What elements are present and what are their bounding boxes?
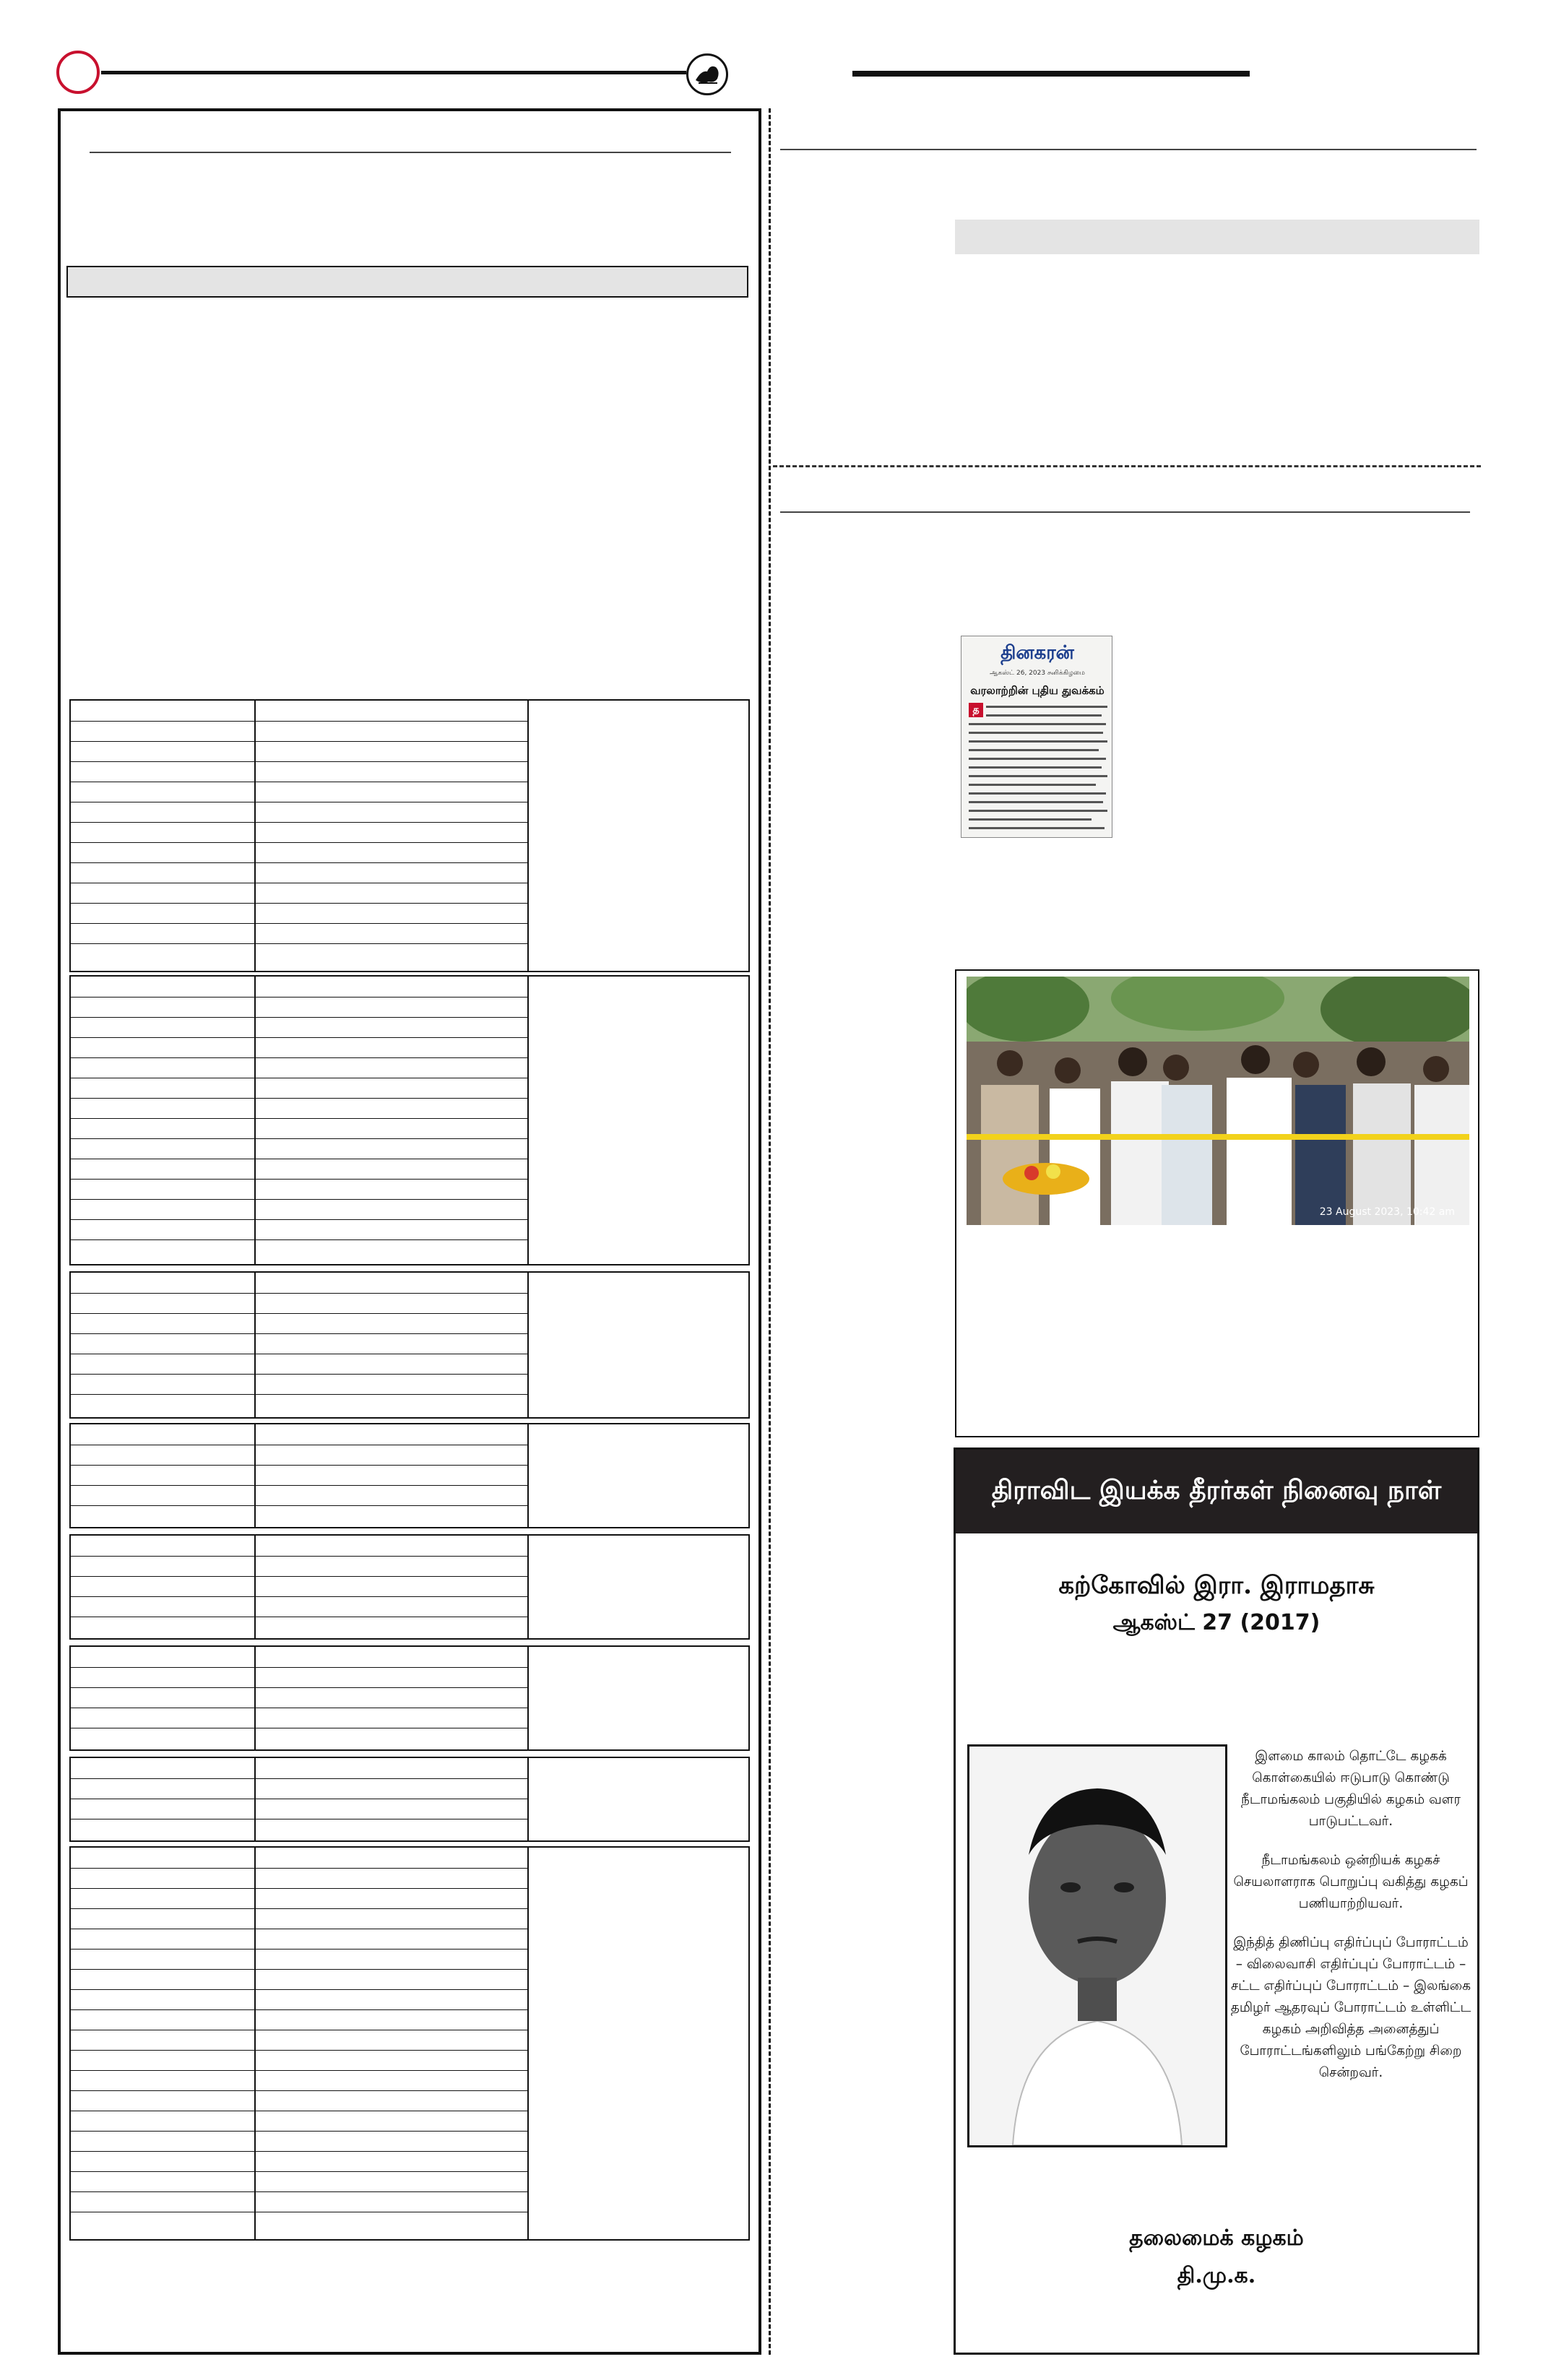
table-row	[71, 2070, 529, 2071]
table-col	[71, 1424, 256, 1527]
clipping-text-line	[986, 714, 1102, 717]
memorial-name: கற்கோவில் இரா. இராமதாசு	[1058, 1571, 1375, 1600]
rising-sun-logo-icon	[686, 53, 728, 95]
newspaper-clipping	[961, 636, 1112, 838]
table-row	[71, 1057, 529, 1058]
clipping-text-line	[969, 775, 1107, 777]
clipping-initial: த	[969, 703, 983, 717]
table-row	[71, 1556, 529, 1557]
table-col	[71, 1536, 256, 1638]
right-column-heading-bar	[955, 220, 1479, 254]
table-row	[71, 741, 529, 742]
inauguration-photo	[967, 977, 1469, 1225]
table-col	[71, 1758, 256, 1840]
table-row	[71, 1969, 529, 1970]
table-row	[71, 721, 529, 722]
table-row	[71, 903, 529, 904]
right-column-rule	[780, 511, 1470, 513]
table-group	[69, 1271, 750, 1419]
clipping-text-line	[969, 749, 1099, 751]
table-row	[71, 1199, 529, 1200]
clipping-text-line	[969, 723, 1106, 725]
clipping-headline: வரலாற்றின் புதிய துவக்கம்	[970, 684, 1105, 697]
clipping-text-line	[969, 801, 1103, 803]
clipping-text-line	[969, 732, 1103, 734]
memorial-banner: திராவிட இயக்க தீரர்கள் நினைவு நாள்	[956, 1450, 1477, 1533]
left-column-heading-bar	[66, 266, 748, 298]
table-row	[71, 1219, 529, 1220]
table-row	[71, 1888, 529, 1889]
table-row	[71, 1017, 529, 1018]
clipping-text-line	[969, 766, 1102, 769]
table-row	[71, 1687, 529, 1688]
clipping-text-line	[969, 827, 1105, 829]
table-row	[71, 1394, 529, 1395]
table-row	[71, 1333, 529, 1334]
clipping-text-line	[969, 818, 1092, 821]
memorial-party: தி.மு.க.	[1177, 2263, 1256, 2288]
table-col	[71, 977, 256, 1264]
table-group	[69, 1645, 750, 1751]
table-row	[71, 842, 529, 843]
table-row	[71, 1313, 529, 1314]
table-col	[256, 1536, 529, 1638]
clipping-text-line	[969, 810, 1107, 812]
table-col	[71, 1848, 256, 2239]
table-row	[71, 1465, 529, 1466]
clipping-text-line	[969, 758, 1106, 760]
clipping-date: ஆகஸ்ட் 26, 2023 சனிக்கிழமை	[990, 670, 1085, 677]
right-column-rule	[780, 149, 1477, 150]
clipping-text-line	[986, 706, 1107, 708]
table-row	[71, 2009, 529, 2010]
table-row	[71, 1138, 529, 1139]
memorial-notice	[954, 1448, 1479, 2355]
table-col	[256, 977, 529, 1264]
header-rule-right	[852, 71, 1250, 77]
table-row	[71, 1778, 529, 1779]
table-group	[69, 975, 750, 1265]
table-col	[71, 1647, 256, 1749]
portrait-photo	[967, 1744, 1227, 2147]
table-row	[71, 1037, 529, 1038]
table-row	[71, 1868, 529, 1869]
table-row	[71, 1098, 529, 1099]
photo-frame	[955, 969, 1479, 1437]
table-row	[71, 2191, 529, 2192]
table-col	[256, 1647, 529, 1749]
table-row	[71, 1505, 529, 1506]
clipping-text-line	[969, 784, 1096, 786]
table-row	[71, 1989, 529, 1990]
table-row	[71, 1179, 529, 1180]
memorial-paragraph: இந்தித் திணிப்பு எதிர்ப்புப் போராட்டம் – விலைவாசி எதிர்ப்புப் போராட்டம் – சட்ட எதிர்ப்புப் போராட்டம் – இலங்கை தமிழர் ஆதரவுப் போராட்டம் உள்ளிட்ட கழகம் அறிவித்த அனைத்துப் போராட்டங்களிலும் பங்கேற்று சிறை சென்றவர்.	[1230, 1935, 1471, 2080]
table-row	[71, 862, 529, 863]
photo-timestamp: 23 August 2023, 10:42 am	[1319, 1206, 1455, 1218]
page-number-circle	[56, 51, 100, 94]
memorial-signature: தலைமைக் கழகம்	[1129, 2225, 1304, 2251]
table-group	[69, 1534, 750, 1640]
table-col	[71, 1273, 256, 1417]
table-row	[71, 943, 529, 944]
table-row	[71, 761, 529, 762]
clipping-text-line	[969, 740, 1107, 743]
table-group	[69, 699, 750, 972]
table-group	[69, 1846, 750, 2241]
table-col	[256, 1758, 529, 1840]
table-row	[71, 1908, 529, 1909]
table-row	[71, 1374, 529, 1375]
table-row	[71, 1293, 529, 1294]
memorial-paragraph: இளமை காலம் தொட்டே கழகக் கொள்கையில் ஈடுபாடு கொண்டு நீடாமங்கலம் பகுதியில் கழகம் வளர பாடுபட்டவர்.	[1240, 1749, 1461, 1829]
table-row	[71, 1596, 529, 1597]
table-group	[69, 1757, 750, 1842]
table-col	[256, 1848, 529, 2239]
table-row	[71, 2171, 529, 2172]
table-col	[256, 1273, 529, 1417]
table-group	[69, 1423, 750, 1528]
clipping-masthead: தினகரன்	[1000, 641, 1074, 664]
table-col	[256, 1424, 529, 1527]
table-row	[71, 1667, 529, 1668]
table-row	[71, 1949, 529, 1950]
header-rule	[101, 71, 686, 74]
memorial-text	[1230, 1746, 1471, 2101]
table-row	[71, 997, 529, 998]
table-row	[71, 1576, 529, 1577]
table-row	[71, 1485, 529, 1486]
clipping-text-line	[969, 792, 1106, 795]
section-divider	[773, 465, 1481, 467]
table-row	[71, 2050, 529, 2051]
left-column-rule	[90, 152, 731, 153]
memorial-date: ஆகஸ்ட் 27 (2017)	[1112, 1610, 1321, 1635]
column-divider	[769, 108, 771, 2355]
memorial-paragraph: நீடாமங்கலம் ஒன்றியக் கழகச் செயலாளராக பொறுப்பு வகித்து கழகப் பணியாற்றியவர்.	[1233, 1853, 1469, 1911]
table-row	[71, 1239, 529, 1240]
table-row	[71, 2151, 529, 2152]
table-row	[71, 2090, 529, 2091]
table-row	[71, 923, 529, 924]
table-row	[71, 2131, 529, 2132]
table-row	[71, 822, 529, 823]
table-row	[71, 1118, 529, 1119]
